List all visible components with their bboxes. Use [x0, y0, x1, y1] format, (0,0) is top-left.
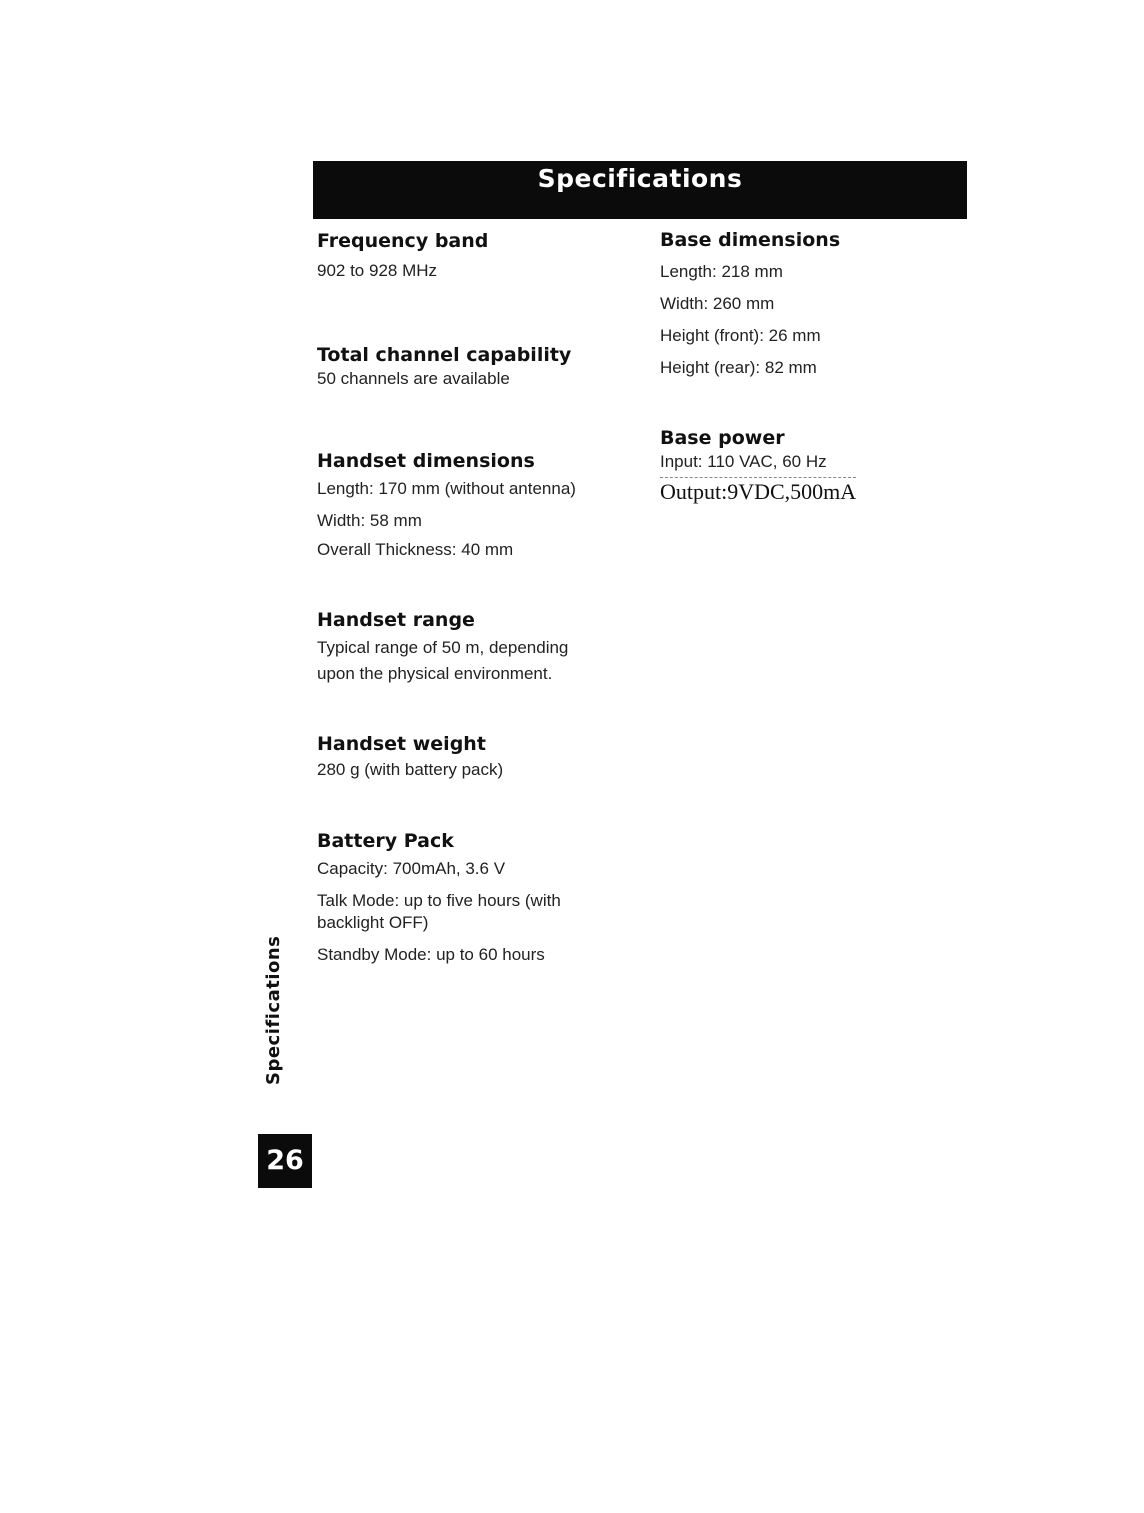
battery-standby-mode: Standby Mode: up to 60 hours	[317, 945, 545, 964]
handset-range-line-2: upon the physical environment.	[317, 664, 553, 683]
handset-length: Length: 170 mm (without antenna)	[317, 479, 576, 498]
handset-width: Width: 58 mm	[317, 511, 422, 530]
spec-handset-weight	[317, 731, 503, 781]
spec-handset-range	[317, 607, 568, 685]
handset-weight-heading: Handset weight	[317, 733, 486, 755]
handset-range-line-1: Typical range of 50 m, depending	[317, 638, 569, 657]
spec-total-channel-capability	[317, 342, 571, 390]
battery-capacity: Capacity: 700mAh, 3.6 V	[317, 859, 506, 878]
base-height-rear: Height (rear): 82 mm	[660, 358, 817, 377]
base-power-heading: Base power	[660, 427, 785, 449]
spec-battery-pack	[317, 828, 561, 966]
battery-talk-mode-1: Talk Mode: up to five hours (with	[317, 891, 561, 910]
page-title: Specifications	[537, 164, 743, 193]
battery-talk-mode-2: backlight OFF)	[317, 913, 429, 932]
handset-thickness: Overall Thickness: 40 mm	[317, 540, 514, 559]
frequency-band-heading: Frequency band	[317, 230, 489, 252]
spec-handset-dimensions	[317, 448, 576, 561]
handset-weight-value: 280 g (with battery pack)	[317, 760, 504, 779]
title-banner	[313, 161, 967, 219]
base-power-output: Output:9VDC,500mA	[660, 479, 857, 504]
spec-frequency-band	[317, 228, 488, 282]
base-height-front: Height (front): 26 mm	[660, 326, 821, 345]
handset-range-heading: Handset range	[317, 609, 475, 631]
base-width: Width: 260 mm	[660, 294, 775, 313]
base-length: Length: 218 mm	[660, 262, 783, 281]
side-section-label: Specifications	[263, 935, 284, 1085]
spec-base-dimensions	[660, 227, 840, 379]
total-channel-heading: Total channel capability	[317, 344, 572, 366]
handset-dimensions-heading: Handset dimensions	[317, 450, 535, 472]
base-power-input: Input: 110 VAC, 60 Hz	[660, 452, 827, 471]
base-dimensions-heading: Base dimensions	[660, 229, 841, 251]
page-number: 26	[258, 1134, 312, 1188]
frequency-band-value: 902 to 928 MHz	[317, 261, 438, 280]
battery-pack-heading: Battery Pack	[317, 830, 454, 852]
spec-base-power	[660, 425, 856, 505]
total-channel-value: 50 channels are available	[317, 369, 510, 388]
